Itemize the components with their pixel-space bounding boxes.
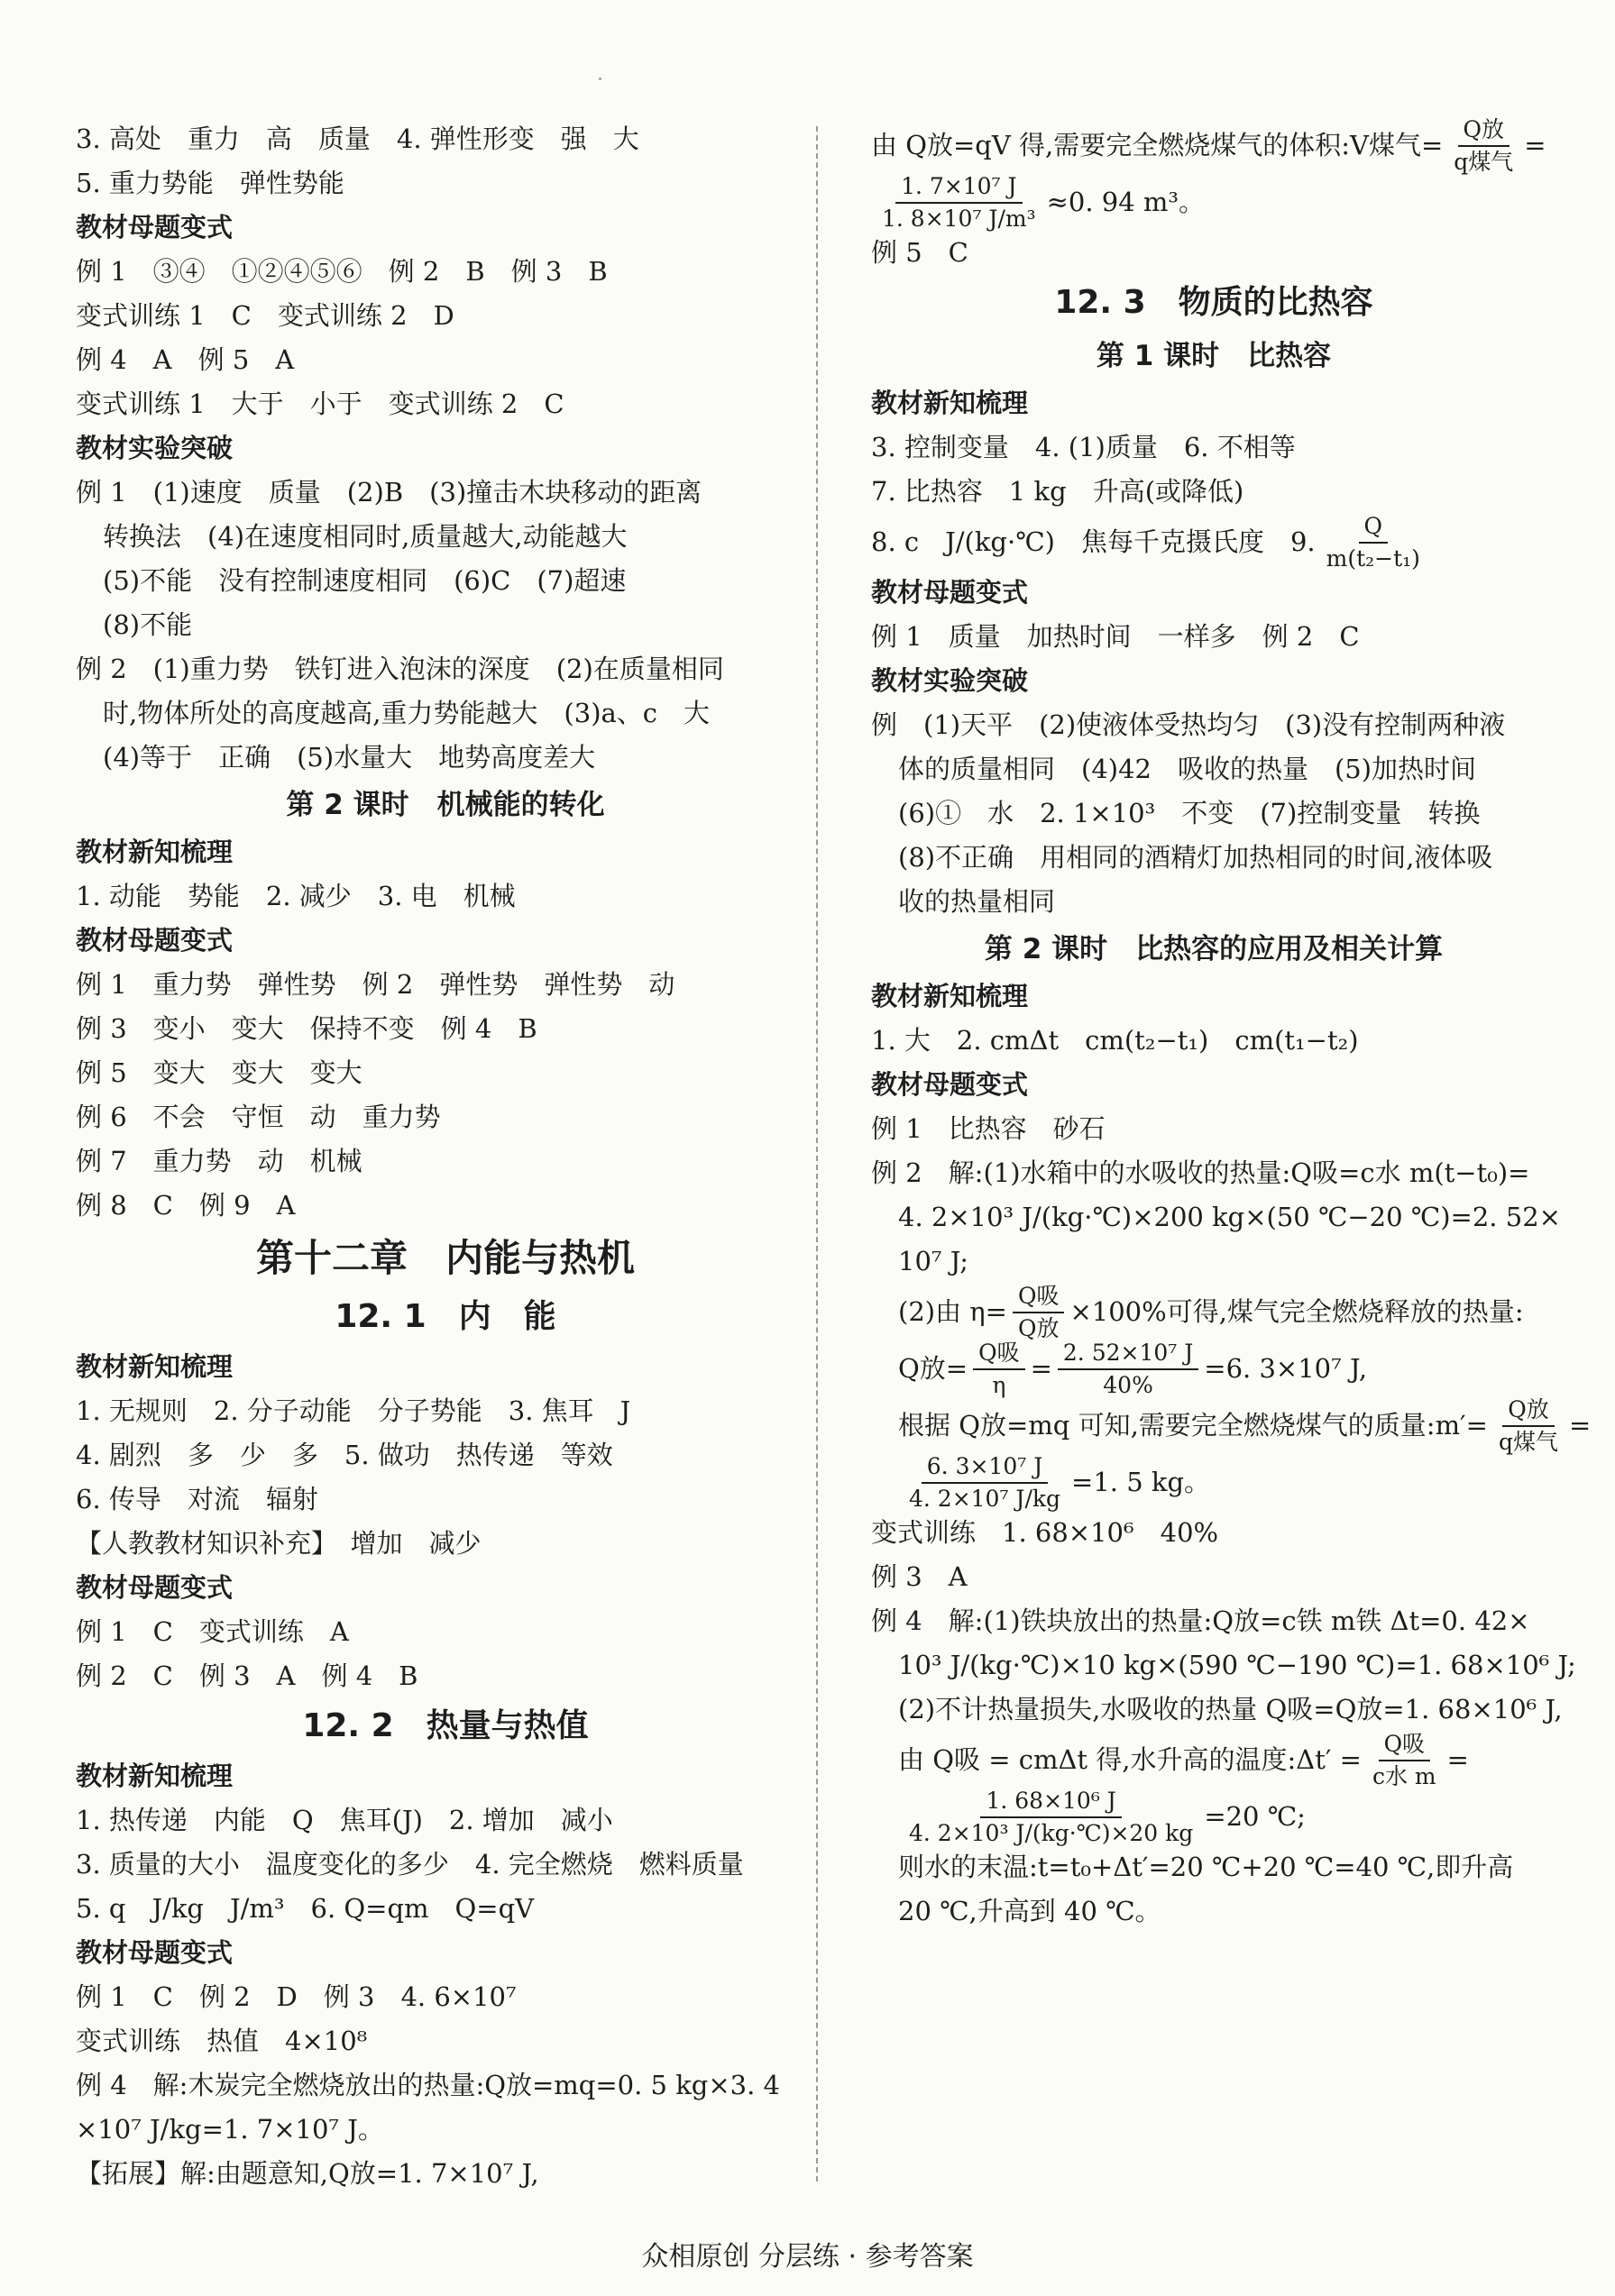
text-line: 例 1 比热容 砂石: [871, 1113, 1106, 1144]
text-line: 1. 动能 势能 2. 减少 3. 电 机械: [76, 881, 516, 911]
text-line: 例 4 解:(1)铁块放出的热量:Q放=c铁 m铁 Δt=0. 42×: [871, 1605, 1530, 1636]
text-line: 例 1 C 变式训练 A: [76, 1616, 349, 1647]
subsection-heading: 教材母题变式: [76, 925, 234, 956]
text-line: 例 2 C 例 3 A 例 4 B: [76, 1660, 418, 1691]
section-title: 12. 1 内 能: [335, 1298, 556, 1335]
text-line: 4. 剧烈 多 少 多 5. 做功 热传递 等效: [76, 1440, 613, 1470]
subsection-heading: 教材新知梳理: [871, 388, 1029, 418]
numerator: 1. 7×10⁷ J: [895, 174, 1022, 204]
formula-line: [871, 1340, 1556, 1397]
fraction: [1058, 1340, 1198, 1397]
text-line: 例 6 不会 守恒 动 重力势: [76, 1102, 441, 1132]
text-line: 例 5 C: [871, 237, 968, 268]
denominator: η: [992, 1371, 1006, 1398]
text-line: 变式训练 1 C 变式训练 2 D: [76, 300, 454, 331]
text-line: 【人教教材知识补充】 增加 减少: [76, 1528, 482, 1559]
chapter-title: 第十二章 内能与热机: [255, 1236, 635, 1280]
formula-line: [871, 1454, 1556, 1511]
formula-text: =: [1524, 130, 1546, 160]
text-line: 3. 质量的大小 温度变化的多少 4. 完全燃烧 燃料质量: [76, 1849, 744, 1880]
fraction: [1321, 514, 1426, 571]
formula-line: [871, 1788, 1556, 1845]
denominator: m(t₂−t₁): [1326, 544, 1420, 572]
lesson-title: 第 2 课时 机械能的转化: [286, 789, 605, 821]
text-line: (4)等于 正确 (5)水量大 地势高度差大: [103, 742, 596, 773]
subsection-heading: 教材母题变式: [76, 1572, 234, 1603]
denominator: 4. 2×10⁷ J/kg: [909, 1485, 1061, 1512]
formula-line: [871, 174, 1556, 231]
fraction: [1013, 1284, 1065, 1340]
formula-line: [871, 1732, 1556, 1788]
right-column: [871, 116, 1592, 1934]
denominator: q煤气: [1454, 148, 1514, 175]
denominator: q煤气: [1498, 1428, 1558, 1455]
text-line: 例 1 ③④ ①②④⑤⑥ 例 2 B 例 3 B: [76, 256, 608, 287]
text-line: 例 1 重力势 弹性势 例 2 弹性势 弹性势 动: [76, 969, 675, 1000]
text-line: (2)不计热量损失,水吸收的热量 Q吸=Q放=1. 68×10⁶ J,: [898, 1694, 1563, 1724]
text-line: 例 2 解:(1)水箱中的水吸收的热量:Q吸=c水 m(t−t₀)=: [871, 1157, 1530, 1188]
fraction: [876, 174, 1041, 231]
text-line: 1. 无规则 2. 分子动能 分子势能 3. 焦耳 J: [76, 1395, 631, 1426]
subsection-heading: 教材新知梳理: [76, 1761, 234, 1791]
text-line: 例 3 A: [871, 1561, 968, 1592]
fraction: [904, 1454, 1066, 1511]
fraction: [1448, 117, 1519, 174]
numerator: Q放: [1458, 117, 1510, 147]
denominator: Q放: [1017, 1314, 1060, 1341]
numerator: Q吸: [1379, 1732, 1431, 1761]
text-line: 例 (1)天平 (2)使液体受热均匀 (3)没有控制两种液: [871, 709, 1506, 740]
denominator: 40%: [1103, 1371, 1153, 1398]
denominator: c水 m: [1372, 1762, 1436, 1789]
lesson-title: 第 1 课时 比热容: [1096, 340, 1332, 372]
formula-text: 由 Q吸 = cmΔt 得,水升高的温度:Δt′ =: [898, 1744, 1362, 1775]
page-footer: 众相原创 分层练 · 参考答案: [641, 2241, 974, 2273]
text-line: 10³ J/(kg·℃)×10 kg×(590 ℃−190 ℃)=1. 68×10⁶ J;: [898, 1650, 1576, 1680]
left-column: [76, 117, 815, 2196]
subsection-heading: 教材实验突破: [871, 665, 1029, 696]
numerator: Q放: [1502, 1397, 1555, 1427]
text-line: 4. 2×10³ J/(kg·℃)×200 kg×(50 ℃−20 ℃)=2. 52×: [898, 1202, 1561, 1232]
fraction: [1493, 1397, 1564, 1454]
denominator: 1. 8×10⁷ J/m³: [882, 205, 1036, 232]
text-line: 收的热量相同: [898, 886, 1056, 917]
text-line: 例 1 (1)速度 质量 (2)B (3)撞击木块移动的距离: [76, 477, 702, 508]
text-line: 变式训练 1 大于 小于 变式训练 2 C: [76, 389, 564, 419]
fraction: [973, 1340, 1025, 1397]
formula-text: 8. c J/(kg·℃) 焦每千克摄氏度 9.: [871, 526, 1316, 557]
formula-line: [871, 514, 1556, 571]
section-title: 12. 3 物质的比热容: [1054, 284, 1373, 321]
subsection-heading: 教材母题变式: [871, 1069, 1029, 1100]
text-line: 7. 比热容 1 kg 升高(或降低): [871, 476, 1244, 507]
text-line: 例 1 质量 加热时间 一样多 例 2 C: [871, 621, 1360, 652]
column-divider: [816, 126, 818, 2182]
formula-text: 由 Q放=qV 得,需要完全燃烧煤气的体积:V煤气=: [871, 130, 1444, 160]
formula-text: =: [1030, 1353, 1052, 1384]
numerator: Q吸: [1013, 1284, 1065, 1313]
formula-text: ×100%可得,煤气完全燃烧释放的热量:: [1069, 1296, 1524, 1327]
subsection-heading: 教材母题变式: [76, 212, 234, 242]
text-line: 5. q J/kg J/m³ 6. Q=qm Q=qV: [76, 1893, 535, 1924]
subsection-heading: 教材新知梳理: [76, 1351, 234, 1382]
text-line: 例 8 C 例 9 A: [76, 1190, 296, 1221]
text-line: (6)① 水 2. 1×10³ 不变 (7)控制变量 转换: [898, 798, 1481, 828]
text-line: 20 ℃,升高到 40 ℃。: [898, 1896, 1161, 1926]
text-line: 变式训练 热值 4×10⁸: [76, 2026, 368, 2056]
subsection-heading: 教材新知梳理: [871, 981, 1029, 1011]
text-line: 则水的末温:t=t₀+Δt′=20 ℃+20 ℃=40 ℃,即升高: [898, 1852, 1514, 1882]
fraction: [904, 1788, 1198, 1845]
text-line: 【拓展】解:由题意知,Q放=1. 7×10⁷ J,: [76, 2158, 539, 2189]
text-line: 时,物体所处的高度越高,重力势能越大 (3)a、c 大: [103, 698, 711, 728]
formula-text: =: [1568, 1410, 1592, 1441]
text-line: (5)不能 没有控制速度相同 (6)C (7)超速: [103, 565, 627, 596]
subsection-heading: 教材母题变式: [871, 577, 1029, 608]
numerator: Q吸: [973, 1340, 1025, 1370]
text-line: 例 2 (1)重力势 铁钉进入泡沫的深度 (2)在质量相同: [76, 654, 724, 684]
subsection-heading: 教材母题变式: [76, 1937, 234, 1968]
formula-line: [871, 117, 1556, 174]
text-line: (8)不能: [103, 609, 193, 640]
formula-text: =6. 3×10⁷ J,: [1204, 1353, 1368, 1384]
section-title: 12. 2 热量与热值: [302, 1707, 589, 1744]
text-line: 例 4 解:木炭完全燃烧放出的热量:Q放=mq=0. 5 kg×3. 4: [76, 2070, 780, 2100]
text-line: 10⁷ J;: [898, 1246, 968, 1276]
text-line: 变式训练 1. 68×10⁶ 40%: [871, 1517, 1219, 1548]
subsection-heading: 教材新知梳理: [76, 837, 234, 867]
text-line: 6. 传导 对流 辐射: [76, 1484, 318, 1514]
text-line: 1. 大 2. cmΔt cm(t₂−t₁) cm(t₁−t₂): [871, 1025, 1359, 1056]
formula-line: [871, 1396, 1592, 1455]
text-line: 例 3 变小 变大 保持不变 例 4 B: [76, 1013, 537, 1044]
subsection-heading: 教材实验突破: [76, 433, 234, 463]
formula-text: ≈0. 94 m³。: [1046, 187, 1206, 217]
text-line: ×10⁷ J/kg=1. 7×10⁷ J。: [76, 2114, 384, 2145]
formula-text: 根据 Q放=mq 可知,需要完全燃烧煤气的质量:m′=: [898, 1410, 1488, 1441]
text-line: 例 5 变大 变大 变大: [76, 1057, 362, 1088]
formula-text: (2)由 η=: [898, 1296, 1007, 1327]
numerator: 2. 52×10⁷ J: [1058, 1340, 1198, 1370]
text-line: 3. 高处 重力 高 质量 4. 弹性形变 强 大: [76, 123, 639, 154]
fraction: [1367, 1732, 1442, 1788]
formula-text: Q放=: [898, 1353, 968, 1384]
numerator: 6. 3×10⁷ J: [922, 1454, 1048, 1484]
formula-line: [871, 1284, 1556, 1340]
text-line: 5. 重力势能 弹性势能: [76, 168, 344, 198]
denominator: 4. 2×10³ J/(kg·℃)×20 kg: [909, 1819, 1194, 1846]
formula-text: =20 ℃;: [1204, 1801, 1306, 1832]
text-line: 1. 热传递 内能 Q 焦耳(J) 2. 增加 减小: [76, 1805, 613, 1835]
text-line: 转换法 (4)在速度相同时,质量越大,动能越大: [103, 521, 628, 552]
scan-dot: [599, 78, 601, 80]
lesson-title: 第 2 课时 比热容的应用及相关计算: [984, 933, 1444, 965]
numerator: Q: [1359, 514, 1389, 544]
text-line: 3. 控制变量 4. (1)质量 6. 不相等: [871, 432, 1296, 462]
formula-text: =1. 5 kg。: [1071, 1467, 1211, 1497]
numerator: 1. 68×10⁶ J: [980, 1788, 1121, 1818]
text-line: 体的质量相同 (4)42 吸收的热量 (5)加热时间: [898, 754, 1477, 784]
text-line: 例 7 重力势 动 机械: [76, 1146, 362, 1176]
text-line: 例 4 A 例 5 A: [76, 344, 295, 375]
text-line: 例 1 C 例 2 D 例 3 4. 6×10⁷: [76, 1981, 517, 2012]
text-line: (8)不正确 用相同的酒精灯加热相同的时间,液体吸: [898, 842, 1493, 873]
formula-text: =: [1446, 1744, 1469, 1775]
